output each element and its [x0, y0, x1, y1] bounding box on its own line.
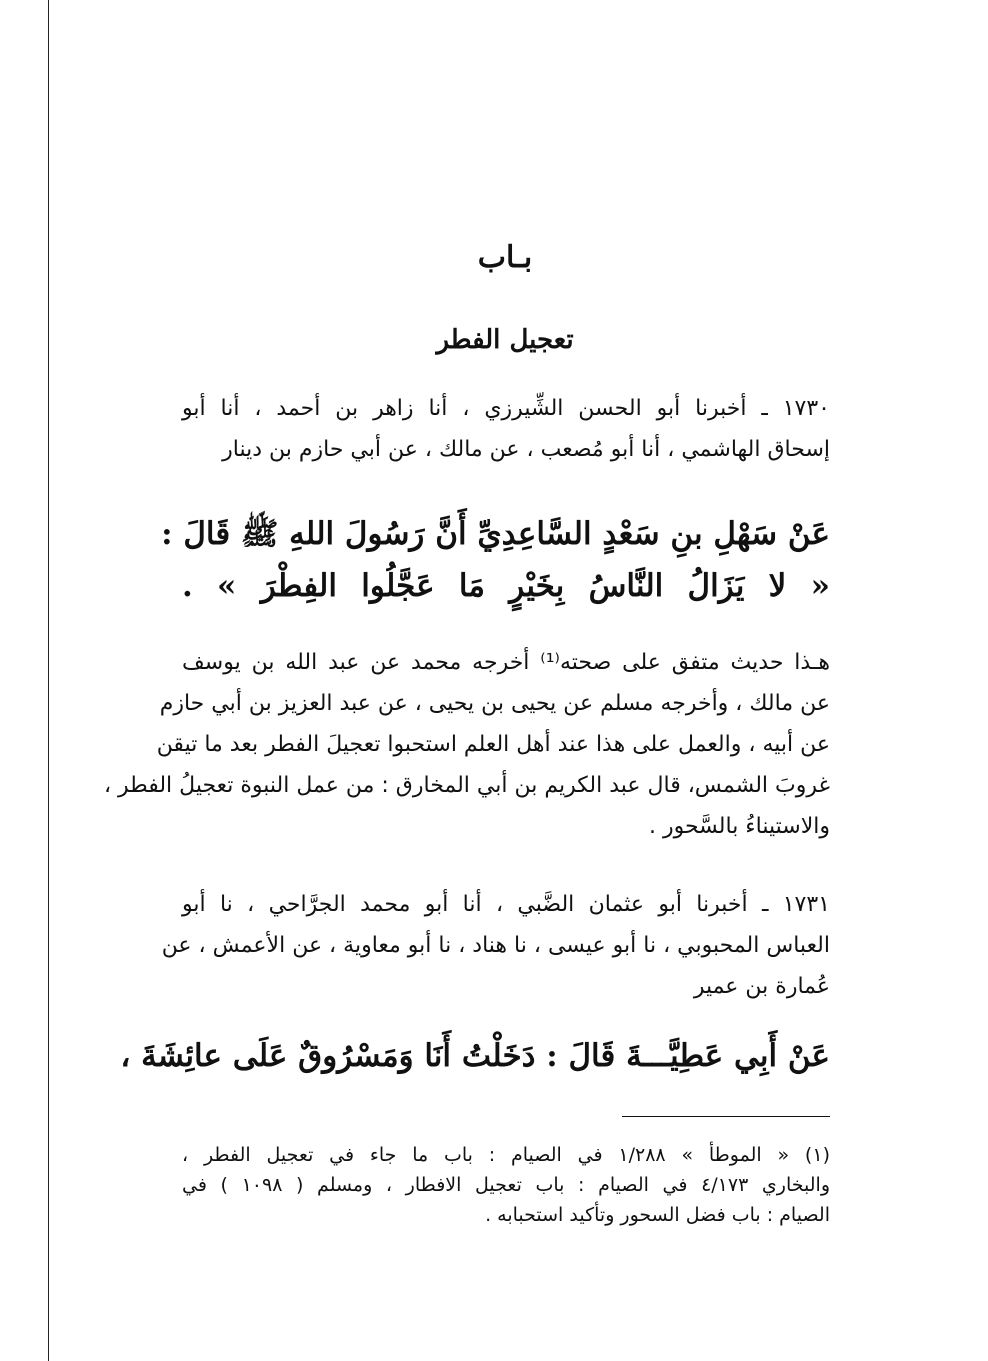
isnad-line: ١٧٣٠ ـ أخبرنا أبو الحسن الشِّيرزي ، أنا زاهر بن أحمد ، أنا أبو — [182, 396, 830, 421]
matn-line: « لا يَزَالُ النَّاسُ بِخَيْرٍ مَا عَجَّلُوا الفِطْرَ » . — [182, 568, 830, 604]
footnote-line: (١) « الموطأ » ١/٢٨٨ في الصيام : باب ما جاء في تعجيل الفطر ، — [182, 1144, 830, 1166]
chapter-heading: بـاب — [477, 240, 533, 275]
commentary-line: عن مالك ، وأخرجه مسلم عن يحيى بن يحيى ، عن عبد العزيز بن أبي حازم — [159, 691, 830, 716]
matn-line: عَنْ سَهْلِ بنِ سَعْدٍ السَّاعِدِيِّ أَنَّ رَسُولَ اللهِ ﷺ قَالَ : — [161, 516, 830, 552]
isnad-line: إسحاق الهاشمي ، أنا أبو مُصعب ، عن مالك ، عن أبي حازم بن دينار — [222, 437, 830, 462]
commentary-line: هـذا حديث متفق على صحته⁽¹⁾ أخرجه محمد عن عبد الله بن يوسف — [182, 650, 831, 675]
isnad-line: ١٧٣١ ـ أخبرنا أبو عثمان الضَّبي ، أنا أبو محمد الجرَّاحي ، نا أبو — [182, 892, 830, 917]
matn-line: عَنْ أَبِي عَطِيَّـــةَ قَالَ : دَخَلْتُ أَنَا وَمَسْرُوقٌ عَلَى عائِشَةَ ، — [120, 1038, 830, 1074]
footnote-line: والبخاري ٤/١٧٣ في الصيام : باب تعجيل الافطار ، ومسلم ( ١٠٩٨ ) في — [182, 1174, 830, 1196]
commentary-line: والاستيناءُ بالسَّحور . — [648, 814, 830, 839]
isnad-line: عُمارة بن عمير — [693, 974, 830, 999]
footnote-divider — [622, 1116, 830, 1117]
hadith-1730-commentary — [103, 642, 831, 847]
chapter-subtitle: تعجيل الفطر — [436, 325, 574, 355]
commentary-line: عن أبيه ، والعمل على هذا عند أهل العلم استحبوا تعجيلَ الفطر بعد ما تيقن — [156, 732, 830, 757]
hadith-1731-matn — [120, 1030, 830, 1082]
isnad-line: العباس المحبوبي ، نا أبو عيسى ، نا هناد ، نا أبو معاوية ، عن الأعمش ، عن — [161, 933, 830, 958]
footnote-line: الصيام : باب فضل السحور وتأكيد استحبابه . — [485, 1204, 830, 1226]
footnotes — [182, 1140, 830, 1230]
commentary-line: غروبَ الشمس، قال عبد الكريم بن أبي المخارق : من عمل النبوة تعجيلُ الفطر ، — [103, 773, 830, 798]
hadith-1730-matn — [161, 508, 830, 612]
hadith-1731-isnad — [161, 884, 830, 1007]
hadith-1730-isnad — [182, 388, 830, 470]
page-margin-line — [48, 0, 49, 1361]
